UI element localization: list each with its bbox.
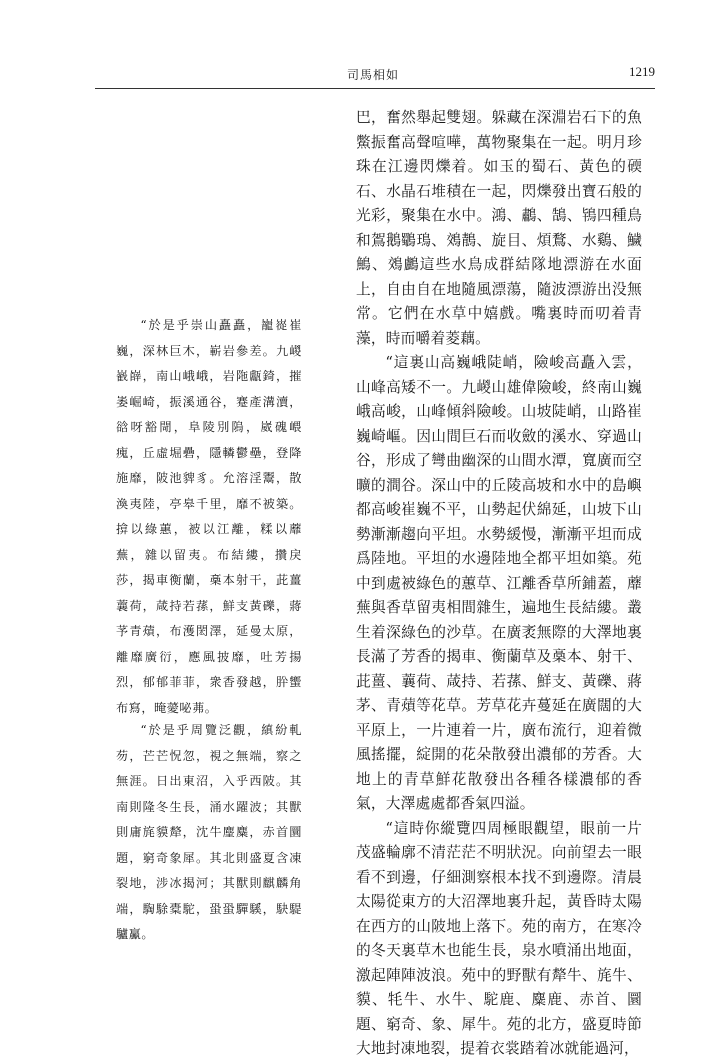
- original-text-paragraph: “於是乎周覽泛觀，縝紛軋芴，芒芒怳忽，視之無端，察之無涯。日出東沼，入乎西陂。其南則隆冬生長，涌水躍波；其獸則庸旄貘犛，沈牛麈麋，赤首圜題，窮奇象犀。其北則盛夏含凍裂地，涉冰揭河；其獸則麒麟角端，騊駼橐駝，蛩蛩驒騱，駃騠驢驘。: [116, 723, 302, 941]
- original-text-passage-2: [116, 718, 302, 948]
- running-title: 司馬相如: [347, 68, 400, 82]
- original-text-paragraph: “於是乎崇山矗矗，巃嵸崔巍，深林巨木，嶄岩參差。九嵕巀嶭，南山峨峨，岩陁甗錡，摧崣崛崎，振溪通谷，蹇產溝瀆，谽呀豁閜，阜陵別隖，崴磈㟪瘣，丘虛堀礨，隱轔鬱壘，登降施靡，陂池貏豸。允溶淫鬻，散渙夷陸，亭皋千里，靡不被築。揜以綠蕙，被以江離，糅以蘼蕪，雜以留夷。布結縷，攢戾莎，揭車衡蘭，槀本射干，茈薑蘘荷，葴持若蓀，鮮支黃礫，蔣芧青薠，布濩閎澤，延曼太原，離靡廣衍，應風披靡，吐芳揚烈，郁郁菲菲，衆香發越，肸蠁布寫，晻薆咇茀。: [116, 318, 302, 715]
- page-number: 1219: [629, 64, 655, 79]
- translation-paragraph: “這時你縱覽四周極眼觀望，眼前一片茂盛輪廓不清茫茫不明狀況。向前望去一眼看不到邊，仔細測察根本找不到邊際。清晨太陽從東方的大沼澤地裏升起，黃昏時太陽在西方的山陂地上落下。苑的南方，在寒冷的冬天裏草木也能生長，泉水噴涌出地面，激起陣陣波浪。苑中的野獸有犛牛、旄牛、貘、牦牛、水牛、駝鹿、麋鹿、赤首、圜題、窮奇、象、犀牛。苑的北方，盛夏時節大地封凍地裂，提着衣裳踏着冰就能過河，: [356, 819, 642, 1057]
- translation-paragraph: 巴，奮然舉起雙翅。躲藏在深淵岩石下的魚鱉振奮高聲喧嘩，萬物聚集在一起。明月珍珠在江邊閃爍着。如玉的蜀石、黃色的碝石、水晶石堆積在一起，閃爍發出寶石般的光彩，聚集在水中。鴻、鷫、鵠、鴇四種鳥和鴐鵝鸀鳿、鵁鶄、旋目、煩鶩、水鷄、鱥鷠、鵁鸕這些水鳥成群結隊地漂游在水面上，自由自在地隨風漂蕩，隨波漂游出没無常。它們在水草中嬉戲。嘴裏時而叨着青藻，時而嚼着菱藕。: [356, 109, 642, 347]
- translation-paragraph: “這裏山高巍峨陡峭，險峻高矗入雲，山峰高矮不一。九嵕山雄偉險峻，終南山巍峨高峻，山峰傾斜險峻。山坡陡峭，山路崔巍崎嶇。因山間巨石而收斂的溪水、穿過山谷，形成了彎曲幽深的山間水潭，寬廣而空曠的澗谷。深山中的丘陵高坡和水中的島嶼都高峻崔巍不平，山勢起伏綿延，山坡下山勢漸漸趨向平坦。水勢緩慢，漸漸平坦而成爲陸地。平坦的水邊陸地全都平坦如築。苑中到處被綠色的蕙草、江離香草所鋪蓋，蘼蕪與香草留夷相間雜生，遍地生長結縷。叢生着深綠色的沙草。在廣袤無際的大澤地裏長滿了芳香的揭車、衡蘭草及槀本、射干、茈薑、蘘荷、葴持、若蓀、鮮支、黃礫、蔣茅、青薠等花草。芳草花卉蔓延在廣闊的大平原上，一片連着一片，廣布流行，迎着微風搖擺，綻開的花朵散發出濃郁的芳香。大地上的青草鮮花散發出各種各樣濃郁的香氣，大澤處處都香氣四溢。: [356, 354, 642, 812]
- original-text-passage-1: [116, 313, 302, 721]
- page-header: [95, 62, 655, 92]
- header-rule: [95, 88, 655, 89]
- translation-column: [356, 106, 642, 1062]
